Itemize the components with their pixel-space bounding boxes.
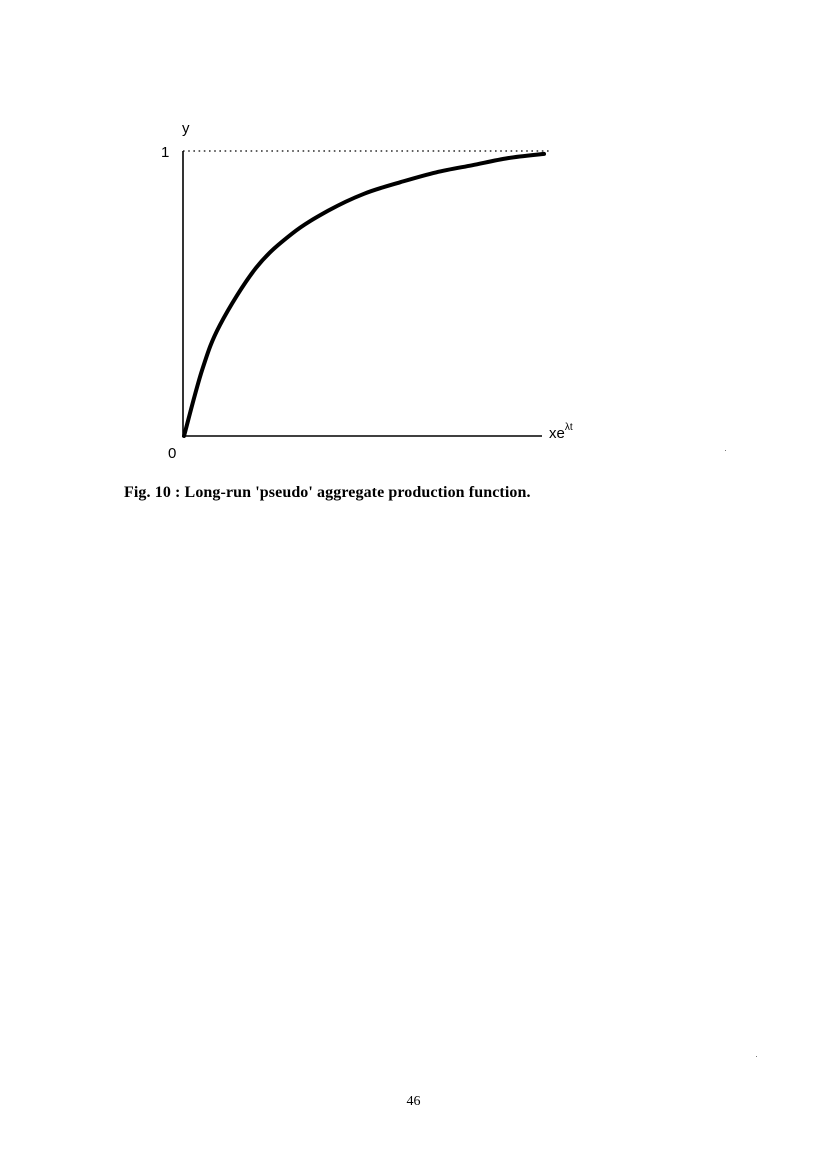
scan-speck [756,1056,757,1057]
x-axis-label-base: xe [549,425,565,442]
figure [0,0,827,520]
series-layer [184,154,544,436]
x-axis-label-superscript: λt [564,422,573,433]
production-function-chart [0,0,827,520]
x-axis-label [549,422,573,442]
y-tick-label-one: 1 [161,144,170,161]
origin-label: 0 [168,445,177,462]
page-number: 46 [406,1094,421,1109]
y-axis-label: y [182,120,190,137]
scan-speck [725,450,726,451]
figure-caption: Fig. 10 : Long-run 'pseudo' aggregate production function. [124,484,531,501]
production-curve-line [184,154,544,436]
